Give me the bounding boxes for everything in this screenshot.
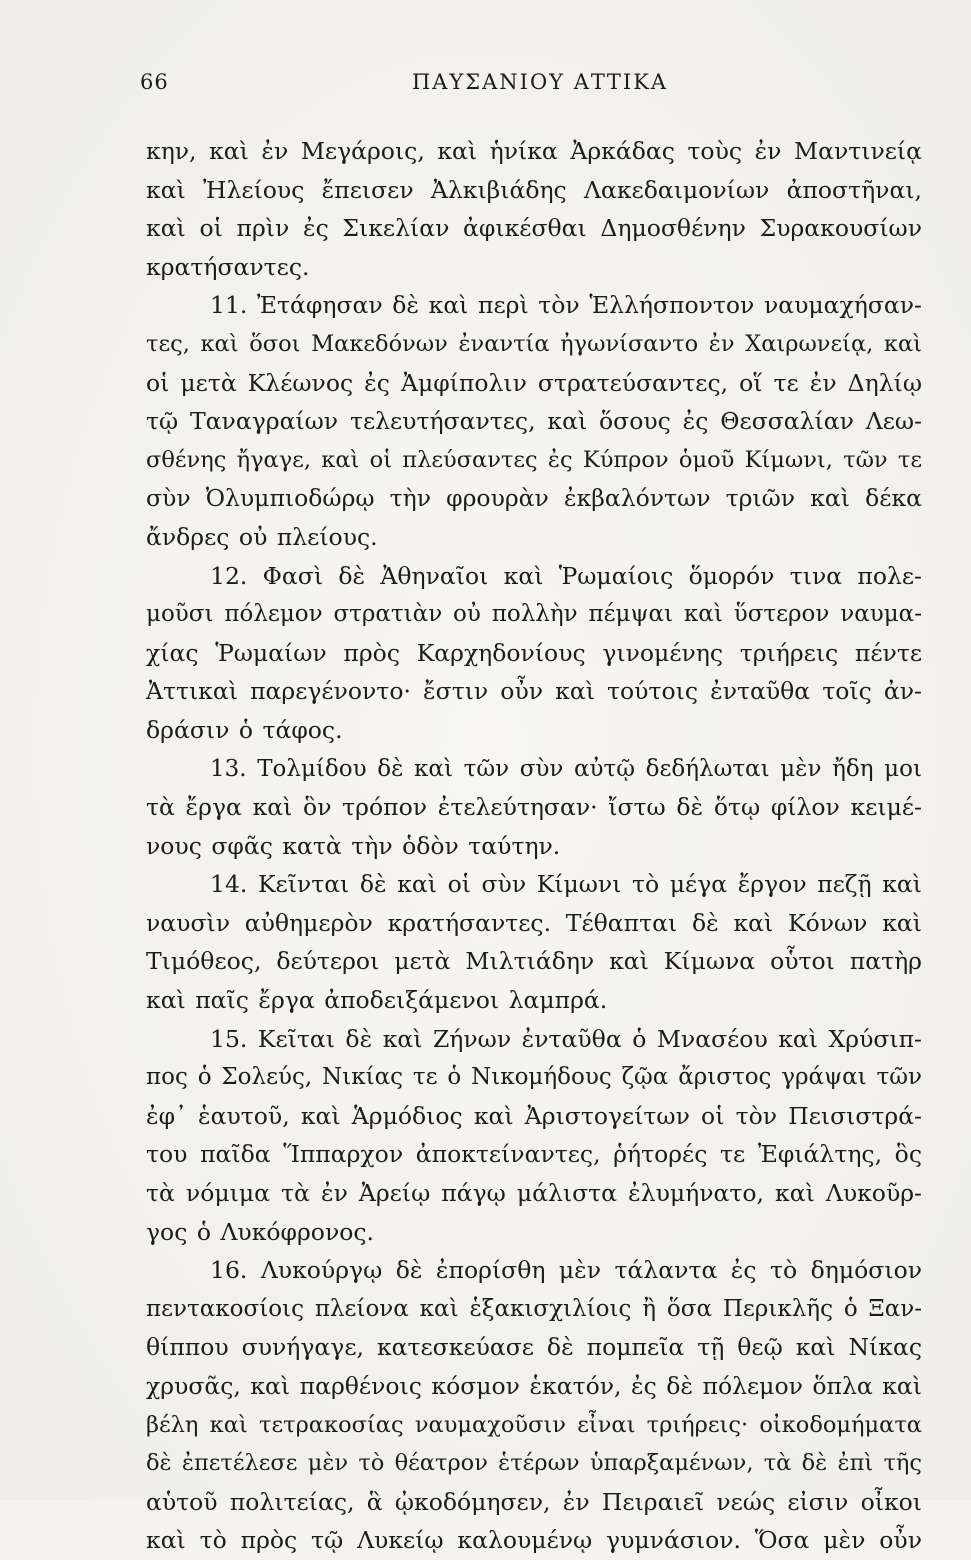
text-line: σθένης ἤγαγε, καὶ οἱ πλεύσαντες ἐς Κύπρον ὁμοῦ Κίμωνι, τῶν τε bbox=[146, 446, 922, 473]
text-line: οἱ μετὰ Κλέωνος ἐς Ἀμφίπολιν στρατεύσαντες, οἵ τε ἐν Δηλίῳ bbox=[146, 368, 922, 397]
section-11-start: 11. Ἐτάφησαν δὲ καὶ περὶ τὸν Ἑλλήσποντον ναυμαχήσαν- bbox=[210, 291, 922, 320]
text-line: τὰ νόμιμα τὰ ἐν Ἀρείῳ πάγῳ μάλιστα ἐλυμήνατο, καὶ Λυκοῦρ- bbox=[146, 1179, 922, 1208]
section-12-start: 12. Φασὶ δὲ Ἀθηναῖοι καὶ Ῥωμαίοις ὅμορόν τινα πολε- bbox=[210, 561, 922, 590]
text-line: αὑτοῦ πολιτείας, ἃ ᾠκοδόμησεν, ἐν Πειραιεῖ νεώς εἰσιν οἶκοι bbox=[146, 1487, 922, 1516]
text-line: ἐφ᾽ ἑαυτοῦ, καὶ Ἁρμόδιος καὶ Ἀριστογείτων οἱ τὸν Πεισιστρά- bbox=[146, 1101, 922, 1130]
text-line: κην, καὶ ἐν Μεγάροις, καὶ ἡνίκα Ἀρκάδας τοὺς ἐν Μαντινείᾳ bbox=[146, 137, 922, 165]
text-line: τες, καὶ ὅσοι Μακεδόνων ἐναντία ἠγωνίσαντο ἐν Χαιρωνείᾳ, καὶ bbox=[146, 330, 922, 357]
text-line: καὶ τὸ πρὸς τῷ Λυκείῳ καλουμένῳ γυμνάσιον. Ὅσα μὲν οὖν bbox=[146, 1526, 922, 1555]
text-line: σὺν Ὀλυμπιοδώρῳ τὴν φρουρὰν ἐκβαλόντων τριῶν καὶ δέκα bbox=[146, 484, 922, 513]
text-line: Τιμόθεος, δεύτεροι μετὰ Μιλτιάδην καὶ Κίμωνα οὗτοι πατὴρ bbox=[146, 947, 922, 976]
text-line: νους σφᾶς κατὰ τὴν ὁδὸν ταύτην. bbox=[146, 831, 561, 860]
text-line: κρατήσαντες. bbox=[146, 252, 310, 281]
text-line: του παῖδα Ἵππαρχον ἀποκτείναντες, ῥήτορές τε Ἐφιάλτης, ὃς bbox=[146, 1140, 922, 1169]
section-13-start: 13. Τολμίδου δὲ καὶ τῶν σὺν αὐτῷ δεδήλωται μὲν ἤδη μοι bbox=[210, 755, 922, 782]
text-line: βέλη καὶ τετρακοσίας ναυμαχοῦσιν εἶναι τριήρεις· οἰκοδομήματα bbox=[146, 1411, 922, 1438]
text-line: δράσιν ὁ τάφος. bbox=[146, 715, 343, 744]
text-line: χίας Ῥωμαίων πρὸς Καρχηδονίους γινομένης τριήρεις πέντε bbox=[146, 638, 922, 667]
text-line: ναυσὶν αὐθημερὸν κρατήσαντες. Τέθαπται δὲ καὶ Κόνων καὶ bbox=[146, 908, 922, 937]
text-line: ἄνδρες οὐ πλείους. bbox=[146, 522, 378, 551]
section-16-start: 16. Λυκούργῳ δὲ ἐπορίσθη μὲν τάλαντα ἐς τὸ δημόσιον bbox=[210, 1256, 922, 1285]
text-line: καὶ οἱ πρὶν ἐς Σικελίαν ἀφικέσθαι Δημοσθένην Συρακουσίων bbox=[146, 214, 922, 243]
page-number: 66 bbox=[140, 70, 169, 94]
text-line: χρυσᾶς, καὶ παρθένοις κόσμον ἑκατόν, ἐς δὲ πόλεμον ὅπλα καὶ bbox=[146, 1372, 922, 1400]
text-line: καὶ Ἠλείους ἔπεισεν Ἀλκιβιάδης Λακεδαιμονίων ἀποστῆναι, bbox=[146, 175, 922, 204]
text-line: πεντακοσίοις πλείονα καὶ ἑξακισχιλίοις ἢ ὅσα Περικλῆς ὁ Ξαν- bbox=[146, 1295, 922, 1322]
text-line: πος ὁ Σολεύς, Νικίας τε ὁ Νικομήδους ζῷα ἄριστος γράψαι τῶν bbox=[146, 1064, 922, 1091]
section-14-start: 14. Κεῖνται δὲ καὶ οἱ σὺν Κίμωνι τὸ μέγα ἔργον πεζῇ καὶ bbox=[210, 870, 922, 899]
section-15-start: 15. Κεῖται δὲ καὶ Ζήνων ἐνταῦθα ὁ Μνασέου καὶ Χρύσιπ- bbox=[210, 1024, 922, 1053]
page-header bbox=[140, 70, 940, 106]
text-line: μοῦσι πόλεμον στρατιὰν οὐ πολλὴν πέμψαι καὶ ὕστερον ναυμα- bbox=[146, 601, 922, 628]
text-line: καὶ παῖς ἔργα ἀποδειξάμενοι λαμπρά. bbox=[146, 986, 608, 1015]
text-line: θίππου συνήγαγε, κατεσκεύασε δὲ πομπεῖα τῇ θεῷ καὶ Νίκας bbox=[146, 1333, 922, 1362]
text-line: γος ὁ Λυκόφρονος. bbox=[146, 1217, 375, 1246]
body-text bbox=[146, 132, 922, 1560]
text-line: δὲ ἐπετέλεσε μὲν τὸ θέατρον ἑτέρων ὑπαρξαμένων, τὰ δὲ ἐπὶ τῆς bbox=[146, 1450, 922, 1477]
text-line: Ἀττικαὶ παρεγένοντο· ἔστιν οὖν καὶ τούτοις ἐνταῦθα τοῖς ἀν- bbox=[146, 677, 922, 706]
running-title: ΠΑΥΣΑΝΙΟΥ ΑΤΤΙΚΑ bbox=[411, 70, 669, 94]
text-line: τὰ ἔργα καὶ ὃν τρόπον ἐτελεύτησαν· ἴστω δὲ ὅτῳ φίλον κειμέ- bbox=[146, 793, 922, 822]
text-line: τῷ Ταναγραίων τελευτήσαντες, καὶ ὅσους ἐς Θεσσαλίαν Λεω- bbox=[146, 407, 922, 436]
